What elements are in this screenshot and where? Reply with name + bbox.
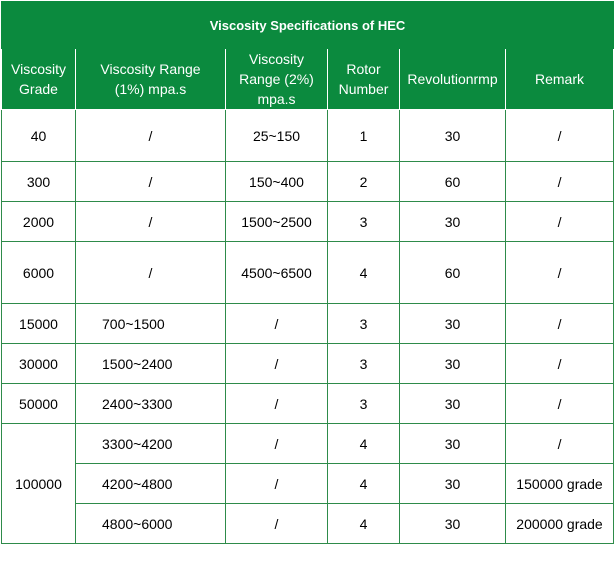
cell-range-1pct: 4800~6000: [76, 504, 226, 544]
cell-rotor: 3: [328, 344, 400, 384]
table-row: [2, 424, 614, 464]
cell-grade: 6000: [2, 242, 76, 304]
table-row: [2, 504, 614, 544]
cell-range-2pct: /: [226, 504, 328, 544]
cell-revolution: 30: [400, 110, 506, 162]
cell-remark: /: [506, 344, 614, 384]
cell-grade: 300: [2, 162, 76, 202]
table-row: [2, 162, 614, 202]
cell-range-2pct: 1500~2500: [226, 202, 328, 242]
cell-range-2pct: 150~400: [226, 162, 328, 202]
cell-range-2pct: /: [226, 304, 328, 344]
cell-rotor: 1: [328, 110, 400, 162]
cell-range-1pct: 700~1500: [76, 304, 226, 344]
cell-remark: /: [506, 384, 614, 424]
header-range-2pct: Viscosity Range (2%) mpa.s: [226, 49, 328, 110]
cell-grade: 30000: [2, 344, 76, 384]
cell-range-2pct: /: [226, 384, 328, 424]
table-title: Viscosity Specifications of HEC: [2, 2, 614, 49]
header-rotor-number: Rotor Number: [328, 49, 400, 110]
cell-rotor: 3: [328, 384, 400, 424]
header-viscosity-grade: Viscosity Grade: [2, 49, 76, 110]
cell-revolution: 30: [400, 384, 506, 424]
table-row: [2, 242, 614, 304]
cell-rotor: 4: [328, 424, 400, 464]
cell-revolution: 30: [400, 344, 506, 384]
cell-revolution: 30: [400, 424, 506, 464]
cell-range-1pct: 4200~4800: [76, 464, 226, 504]
table-row: [2, 202, 614, 242]
table-row: [2, 384, 614, 424]
cell-revolution: 30: [400, 202, 506, 242]
cell-rotor: 3: [328, 202, 400, 242]
cell-range-2pct: /: [226, 424, 328, 464]
cell-remark: 150000 grade: [506, 464, 614, 504]
cell-revolution: 30: [400, 464, 506, 504]
table-row: [2, 344, 614, 384]
cell-remark: /: [506, 242, 614, 304]
header-remark: Remark: [506, 49, 614, 110]
cell-range-1pct: 3300~4200: [76, 424, 226, 464]
cell-revolution: 60: [400, 162, 506, 202]
cell-revolution: 60: [400, 242, 506, 304]
cell-revolution: 30: [400, 304, 506, 344]
cell-range-1pct: /: [76, 110, 226, 162]
cell-range-2pct: 4500~6500: [226, 242, 328, 304]
cell-range-1pct: 2400~3300: [76, 384, 226, 424]
cell-rotor: 4: [328, 242, 400, 304]
cell-range-2pct: 25~150: [226, 110, 328, 162]
cell-range-2pct: /: [226, 464, 328, 504]
cell-revolution: 30: [400, 504, 506, 544]
cell-remark: /: [506, 162, 614, 202]
cell-remark: /: [506, 202, 614, 242]
header-range-1pct: Viscosity Range (1%) mpa.s: [76, 49, 226, 110]
table-row: [2, 110, 614, 162]
cell-range-1pct: /: [76, 202, 226, 242]
table-row: [2, 304, 614, 344]
cell-grade: 50000: [2, 384, 76, 424]
cell-grade: 2000: [2, 202, 76, 242]
cell-remark: 200000 grade: [506, 504, 614, 544]
cell-remark: /: [506, 110, 614, 162]
cell-rotor: 3: [328, 304, 400, 344]
cell-grade: 100000: [2, 424, 76, 544]
cell-rotor: 2: [328, 162, 400, 202]
cell-range-1pct: /: [76, 162, 226, 202]
viscosity-spec-table: [1, 1, 614, 544]
cell-rotor: 4: [328, 504, 400, 544]
cell-range-1pct: /: [76, 242, 226, 304]
cell-remark: /: [506, 304, 614, 344]
cell-rotor: 4: [328, 464, 400, 504]
table-row: [2, 464, 614, 504]
cell-grade: 40: [2, 110, 76, 162]
cell-remark: /: [506, 424, 614, 464]
cell-grade: 15000: [2, 304, 76, 344]
cell-range-2pct: /: [226, 344, 328, 384]
cell-range-1pct: 1500~2400: [76, 344, 226, 384]
header-revolution: Revolutionrmp: [400, 49, 506, 110]
